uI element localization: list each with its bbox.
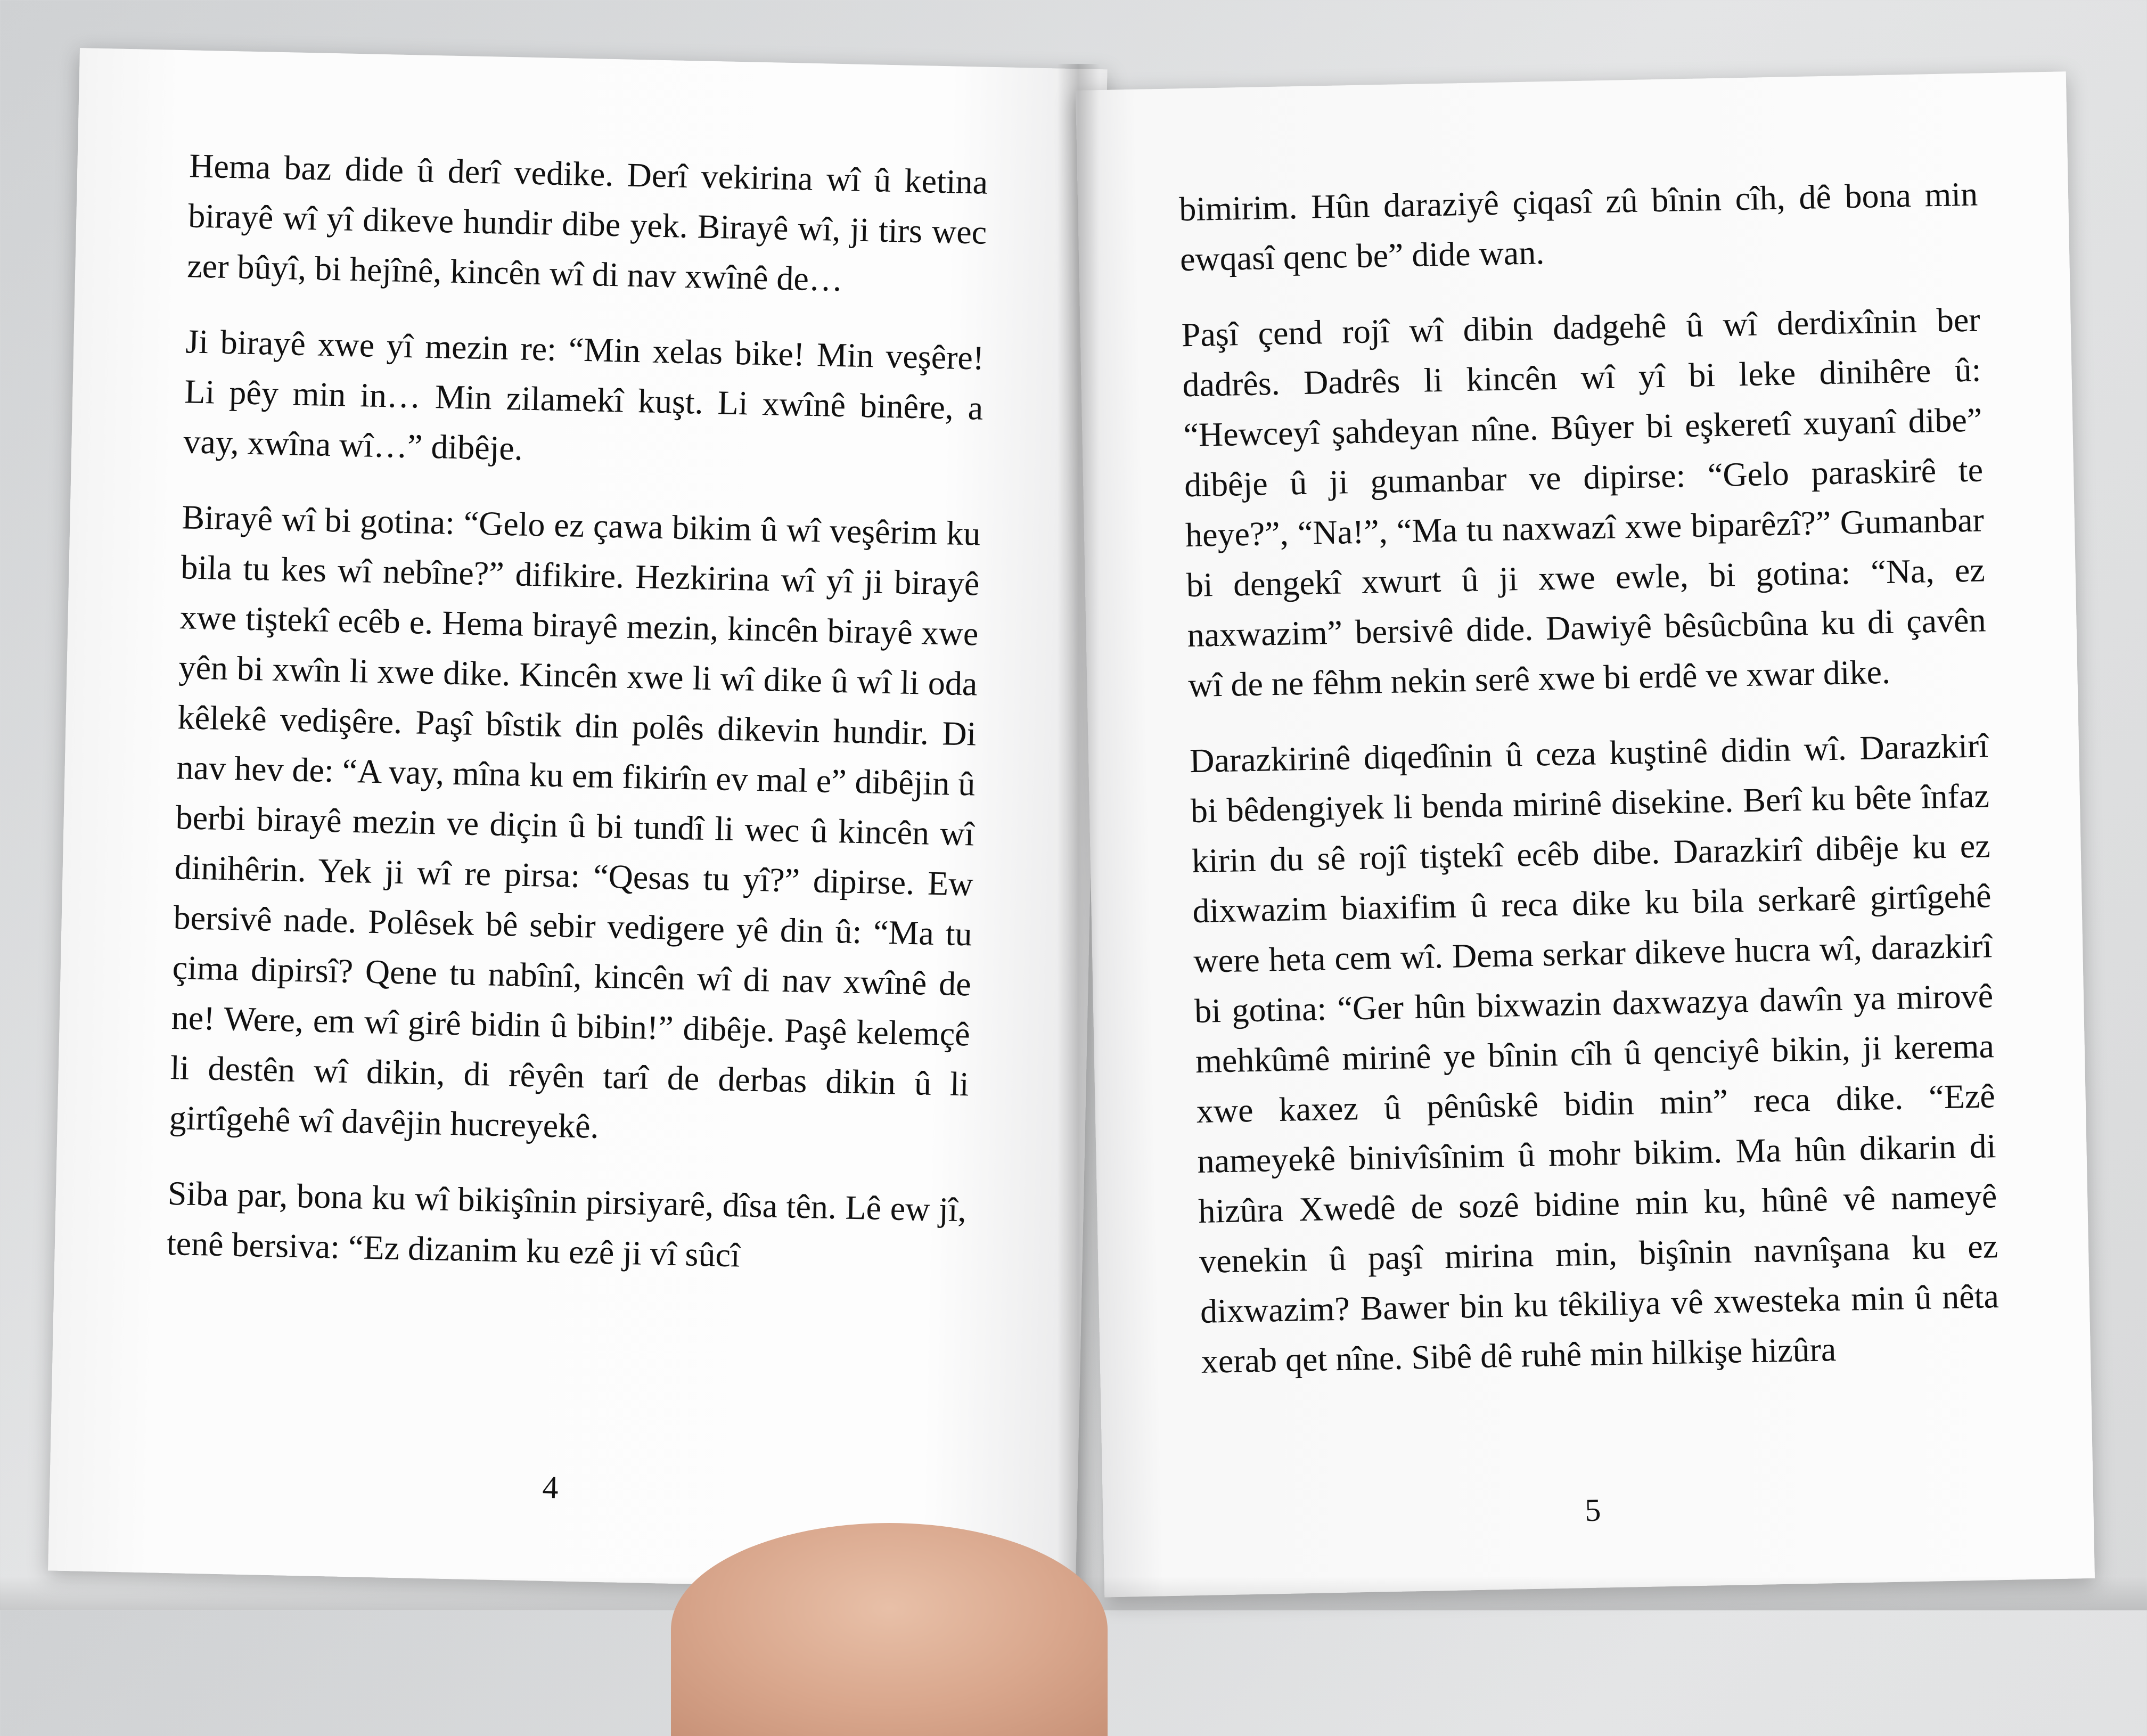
thumb <box>671 1523 1108 1736</box>
left-page-text <box>166 141 988 1311</box>
right-paragraph-2: Paşî çend rojî wî dibin dadgehê û wî derdixînin ber dadrês. Dadrês li kincên wî yî bi leke dinihêre û: “Hewceyî şahdeyan nîne. Bûyer bi eşkeretî xuyanî dibe” dibêje û ji gumanbar ve dipirse: “Gelo paraskirê te heye?”, “Na!”, “Ma tu naxwazî xwe biparêzî?” Gumanbar bi dengekî xwurt û ji xwe ewle, bi gotina: “Na, ez naxwazim” bersivê dide. Dawiyê bêsûcbûna ku di çavên wî de ne fêhm nekin serê xwe bi erdê ve xwar dike. <box>1181 300 1987 705</box>
left-paragraph-1: Hema baz dide û derî vedike. Derî vekirina wî û ketina birayê wî yî dikeve hundir dibe yek. Birayê wî, ji tirs wec zer bûyî, bi hejînê, kincên wî di nav xwînê de… <box>186 146 988 299</box>
right-page-number: 5 <box>1584 1492 1601 1528</box>
left-paragraph-3: Birayê wî bi gotina: “Gelo ez çawa bikim û wî veşêrim ku bila tu kes wî nebîne?” difikire. Hezkirina wî yî ji birayê xwe tiştekî ecêb e. Hema birayê mezin, kincên birayê xwe yên bi xwîn li xwe dike. Kincên xwe li wî dike û wî li oda kêlekê vedişêre. Paşî bîstik din polês dikevin hundir. Di nav hev de: “A vay, mîna ku em fikirîn ev mal e” dibêjin û berbi birayê mezin ve diçin û bi tundî li wec û kincên wî dinihêrin. Yek ji wî re pirsa: “Qesas tu yî?” dipirse. Ew bersivê nade. Polêsek bê sebir vedigere yê din û: “Ma tu çima dipirsî? Qene tu nabînî, kincên wî di nav xwînê de ne! Were, em wî girê bidin û bibin!” dibêje. Paşê kelemçê li destên wî dikin, di rêyên tarî de derbas dikin û li girtîgehê wî davêjin hucreyekê. <box>169 498 981 1145</box>
right-page-text <box>1178 169 2001 1412</box>
right-page <box>1076 71 2095 1597</box>
right-paragraph-3: Darazkirinê diqedînin û ceza kuştinê didin wî. Darazkirî bi bêdengiyek li benda mirinê disekine. Berî ku bête înfaz kirin du sê rojî tiştekî ecêb dibe. Darazkirî dibêje ku ez dixwazim biaxifim û reca dike ku bila serkarê girtîgehê were heta cem wî. Dema serkar dikeve hucra wî, darazkirî bi gotina: “Ger hûn bixwazin daxwazya dawîn ya mirovê mehkûmê mirinê ye bînin cîh û qenciyê bikin, ji kerema xwe kaxez û pênûskê bidin min” reca dike. “Ezê nameyekê binivîsînim û mohr bikim. Ma hûn dikarin di hizûra Xwedê de sozê bidine min ku, hûnê vê nameyê venekin û paşî mirina min, bişînin navnîşana ku ez dixwazim? Bawer bin ku têkiliya vê xwesteka min û nêta xerab qet nîne. Sibê dê ruhê min hilkişe hizûra <box>1189 726 2000 1380</box>
book-gutter-shadow <box>1057 64 1100 1598</box>
left-paragraph-2: Ji birayê xwe yî mezin re: “Min xelas bike! Min veşêre! Li pêy min in… Min zilamekî kuşt. Li xwînê binêre, a vay, xwîna wî…” dibêje. <box>183 322 985 468</box>
left-page-number: 4 <box>542 1469 559 1505</box>
right-paragraph-1: bimirim. Hûn daraziyê çiqasî zû bînin cîh, dê bona min ewqasî qenc be” dide wan. <box>1178 175 1978 279</box>
left-page <box>48 48 1107 1592</box>
left-paragraph-4: Siba par, bona ku wî bikişînin pirsiyarê, dîsa tên. Lê ew jî, tenê bersiva: “Ez dizanim ku ezê ji vî sûcî <box>166 1174 967 1274</box>
